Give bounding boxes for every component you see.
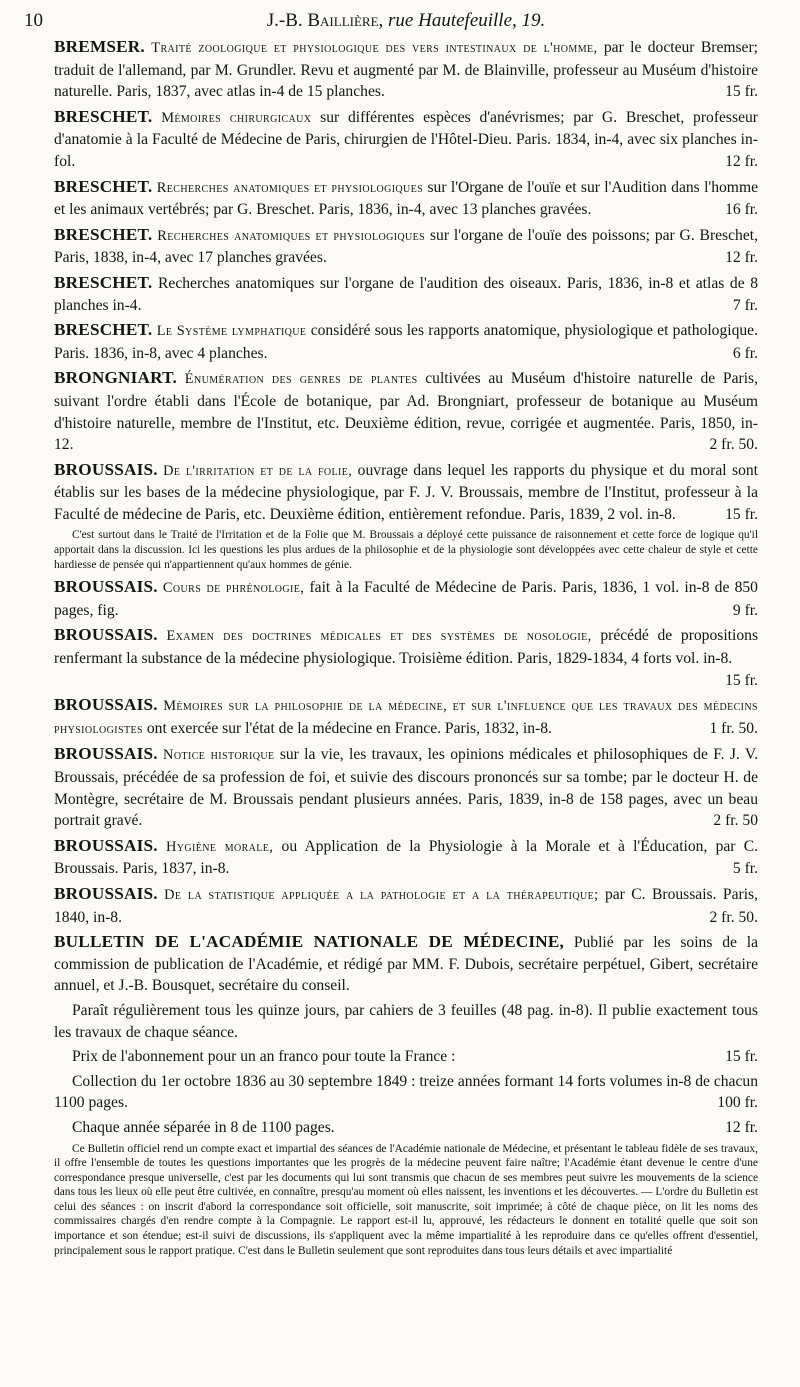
entry-text: fait à la Faculté de Médecine de Paris. Paris, 1836, 1 vol. in-8 de 850 pages, fig. (54, 579, 758, 619)
entry-price: 1 fr. 50. (709, 719, 758, 737)
entry-title: De la statistique appliquée a la pathologie et a la thérapeutique; (164, 886, 599, 903)
entry-list (54, 36, 758, 997)
publisher-address: rue Hautefeuille, 19. (388, 10, 546, 31)
catalogue-entry (54, 624, 758, 691)
entry-title: Mémoires sur la philosophie de la médecine, et sur l'influence que les travaux des médecins physiologistes (54, 698, 758, 737)
catalogue-entry (54, 36, 758, 103)
entry-price: 2 fr. 50 (713, 812, 758, 830)
entry-price: 6 fr. (732, 344, 758, 362)
entry-author: BULLETIN DE L'ACADÉMIE NATIONALE DE MÉDECINE, (54, 932, 565, 952)
entry-text: sur différentes espèces d'anévrismes; par G. Breschet, professeur d'anatomie à la Faculté de Médecine de Paris, chirurgien de l'Hôtel-Dieu. Paris. 1834, in-4, avec six planches in-fol. (54, 108, 758, 170)
entry-author: BRESCHET. (54, 320, 153, 340)
bulletin-details (54, 1000, 758, 1139)
entry-author: BRESCHET. (54, 224, 153, 244)
publisher-name: J.-B. Baillière (266, 10, 379, 31)
entry-title: Hygiène morale, (165, 838, 274, 855)
entry-author: BROUSSAIS. (54, 835, 158, 855)
bulletin-text: Chaque année séparée in 8 de 1100 pages. (72, 1118, 335, 1136)
entry-author: BROUSSAIS. (54, 625, 158, 645)
bulletin-text: Collection du 1er octobre 1836 au 30 septembre 1849 : treize années formant 14 forts volumes in-8 de chacun 1100 pages. (54, 1072, 758, 1112)
entry-price: 7 fr. (732, 296, 758, 314)
entry-text: par C. Broussais. Paris, 1840, in-8. (54, 885, 758, 926)
entry-price: 5 fr. (732, 860, 758, 878)
entry-author: BRESCHET. (54, 272, 153, 292)
entry-text: cultivées au Muséum d'histoire naturelle de Paris, suivant l'ordre établi dans l'École de botanique, par Ad. Brongniart, professeur de botanique au Muséum d'histoire naturelle, membre de l'Institut, etc. Deuxième édition, revue, corrigée et augmentée. Paris, 1850, in-12. (54, 370, 758, 454)
bulletin-paragraph (54, 1071, 758, 1114)
entry-author: BROUSSAIS. (54, 577, 158, 597)
entry-price: 9 fr. (732, 601, 758, 619)
catalogue-entry (54, 835, 758, 880)
running-head (24, 6, 758, 36)
entry-title: Recherches anatomiques et physiologiques (156, 179, 424, 196)
entry-title: Le Système lymphatique (156, 323, 307, 340)
bulletin-text: Paraît régulièrement tous les quinze jours, par cahiers de 3 feuilles (48 pag. in-8). Il publie exactement tous les travaux de chaque séance. (54, 1001, 758, 1041)
entry-title: De l'irritation et de la folie, (163, 462, 353, 479)
catalogue-entry (54, 931, 758, 997)
entry-text: Publié par les soins de la commission de publication de l'Académie, et rédigé par MM. F. Dubois, secrétaire perpétuel, Gibert, secrétaire annuel, et J.-B. Bousquet, secrétaire du conseil. (54, 934, 758, 995)
entry-price: 15 fr. (725, 505, 758, 523)
entry-text: ou Application de la Physiologie à la Morale et à l'Éducation, par C. Broussais. Paris, 1837, in-8. (54, 837, 758, 878)
catalogue-entry (54, 106, 758, 173)
entry-author: BRESCHET. (54, 106, 153, 126)
bulletin-text: Prix de l'abonnement pour un an franco pour toute la France : (72, 1048, 456, 1066)
bulletin-price: 100 fr. (717, 1094, 758, 1112)
entry-author: BROUSSAIS. (54, 459, 158, 479)
bulletin-note: Ce Bulletin officiel rend un compte exact et impartial des séances de l'Académie nationale de Médecine, et présentant le tableau fidèle de ses travaux, il offre l'ensemble de toutes les questions importantes que les progrès de la médecine peuvent faire naître; l'Académie étant devenue le centre d'une correspondance presque universelle, c'est par les documents qui lui sont transmis que chacun de ses membres peut suivre les mouvements de la science dans tous les lieux où elle peut être cultivée, en connaître, presqu'au moment où elles naissent, les inventions et les découvertes. — L'ordre du Bulletin est celui des séances : on inscrit d'abord la correspondance soit officielle, soit manuscrite, soit imprimée; à côté de chaque pièce, on lit les noms des commissaires chargés d'en rendre compte à la Compagnie. Le rapport est-il lu, approuvé, les rédacteurs le donnent en totalité quelle que soit son importance et son étendue; est-il suivi de discussions, ils s'appliquent avec la même impartialité à les reproduire dans ce qu'elles offrent d'essentiel, principalement sous le rapport pratique. C'est dans le Bulletin seulement que sont reproduites dans tous leurs détails et avec impartialité (54, 1142, 758, 1257)
entry-price: 12 fr. (725, 249, 758, 267)
bulletin-paragraph (54, 1046, 758, 1068)
entry-title: Cours de phrénologie, (162, 580, 305, 597)
entry-text: ont exercée sur l'état de la médecine en France. Paris, 1832, in-8. (146, 719, 552, 737)
entry-price: 12 fr. (725, 152, 758, 170)
entry-note: C'est surtout dans le Traité de l'Irritation et de la Folie que M. Broussais a déployé cette puissance de raisonnement et cette force de logique qu'il apportait dans la discussion. Ici les questions les plus ardues de la philosophie et de la physiologie sont développées avec cette chaleur de style et cette hardiesse de pensée qui n'appartiennent qu'aux hommes de génie. (54, 529, 758, 571)
entry-author: BROUSSAIS. (54, 695, 158, 715)
entry-title: Traité zoologique et physiologique des vers intestinaux de l'homme, (151, 40, 598, 56)
entry-text: considéré sous les rapports anatomique, physiologique et pathologique. Paris. 1836, in-8, avec 4 planches. (54, 322, 758, 362)
entry-text: par le docteur Bremser; traduit de l'allemand, par M. Grundler. Revu et augmenté par M. de Blainville, professeur au Muséum d'histoire naturelle. Paris, 1837, avec atlas in-4 de 15 planches. (54, 39, 759, 101)
entry-text: sur l'organe de l'ouïe des poissons; par G. Breschet, Paris, 1838, in-4, avec 17 planches gravées. (54, 226, 758, 267)
bulletin-price: 15 fr. (725, 1048, 758, 1066)
catalogue-entry (54, 576, 758, 621)
catalogue-entry (54, 224, 758, 269)
entry-text: Recherches anatomiques sur l'organe de l'audition des oiseaux. Paris, 1836, in-8 et atlas de 8 planches in-4. (54, 274, 758, 314)
catalogue-entry (54, 176, 758, 221)
running-title: J.-B. Baillière, rue Hautefeuille, 19. (266, 10, 546, 31)
entry-author: BRESCHET. (54, 176, 153, 196)
entry-text: sur l'Organe de l'ouïe et sur l'Audition dans l'homme et les animaux vertébrés; par G. Breschet. Paris, 1836, in-4, avec 13 planches gravées. (54, 178, 758, 219)
entry-text: sur la vie, les travaux, les opinions médicales et philosophiques de F. J. V. Broussais, précédée de sa profession de foi, et suivie des discours prononcés sur sa tombe; par le docteur H. de Montègre, secrétaire de M. Broussais pendant plusieurs années. Paris, 1839, in-8 de 158 pages, avec un beau portrait gravé. (54, 746, 758, 830)
entry-text: précédé de propositions renfermant la substance de la médecine physiologique. Troisième édition. Paris, 1829-1834, 4 forts vol. in-8. (54, 627, 759, 668)
entry-price: 15 fr. (725, 83, 758, 101)
bulletin-price: 12 fr. (725, 1118, 758, 1136)
entry-title: Examen des doctrines médicales et des systèmes de nosologie, (166, 628, 592, 645)
entry-price: 16 fr. (725, 201, 758, 219)
bulletin-paragraph (54, 1000, 758, 1043)
catalogue-entry (54, 319, 758, 364)
entry-title: Recherches anatomiques et physiologiques (157, 227, 426, 244)
entry-author: BROUSSAIS. (54, 744, 158, 764)
page-number: 10 (24, 10, 43, 31)
entry-price: 2 fr. 50. (709, 908, 758, 926)
catalogue-entry (54, 367, 758, 455)
entry-author: BREMSER. (54, 37, 145, 56)
entry-price: 2 fr. 50. (709, 436, 758, 454)
catalogue-entry (54, 694, 758, 740)
catalogue-entry (54, 743, 758, 831)
entry-author: BRONGNIART. (54, 368, 178, 388)
entry-price: 15 fr. (725, 671, 758, 689)
bulletin-paragraph (54, 1117, 758, 1139)
catalogue-entry (54, 272, 758, 316)
entry-title: Mémoires chirurgicaux (161, 109, 312, 126)
catalogue-entry (54, 459, 758, 526)
entry-title: Énumération des genres de plantes (184, 371, 418, 388)
catalogue-entry (54, 883, 758, 928)
entry-title: Notice historique (163, 747, 275, 764)
entry-author: BROUSSAIS. (54, 883, 158, 903)
entry-text: ouvrage dans lequel les rapports du physique et du moral sont établis sur les bases de la médecine physiologique, par F. J. V. Broussais, membre de l'Institut, professeur à la Faculté de médecine de Paris, etc. Deuxième édition, entièrement refondue. Paris, 1839, 2 vol. in-8. (54, 461, 758, 523)
